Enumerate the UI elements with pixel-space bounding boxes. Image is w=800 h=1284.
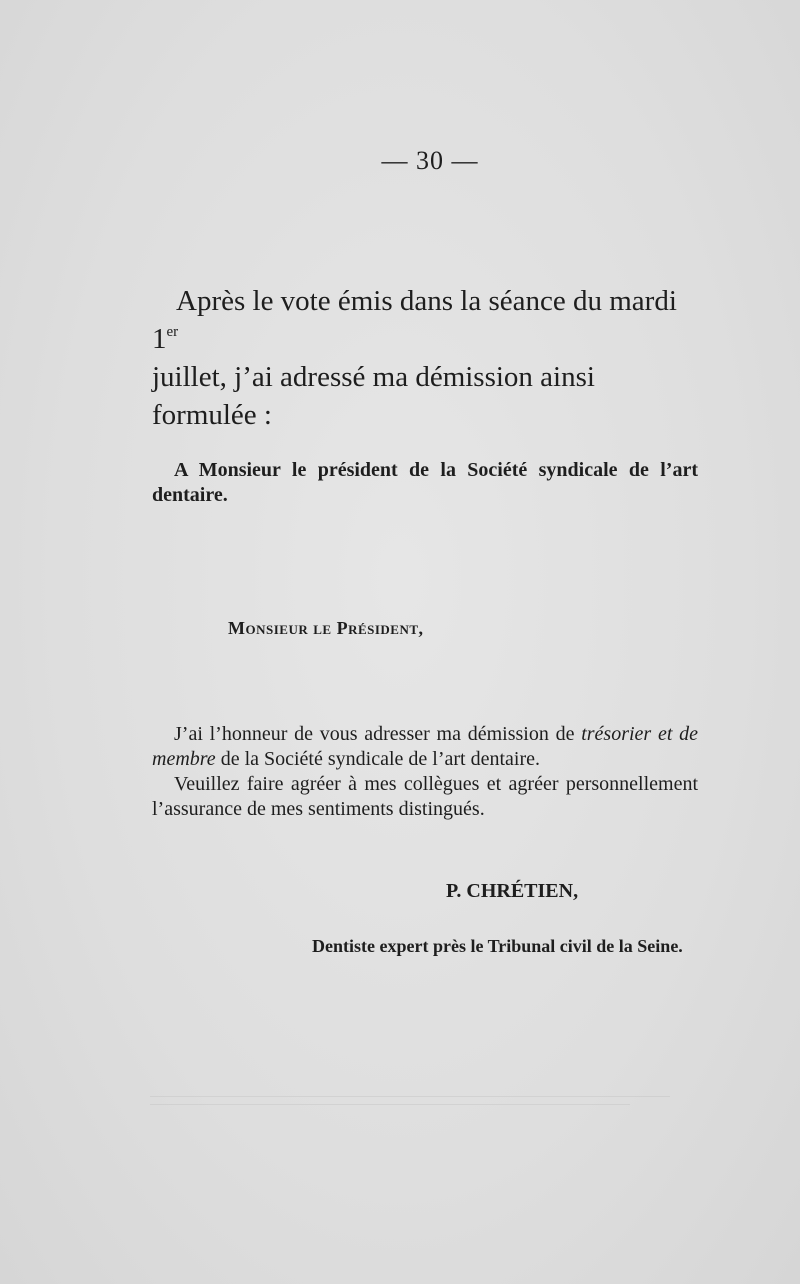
letter-paragraph-1	[152, 722, 698, 772]
intro-superscript: er	[166, 324, 179, 340]
letter-salutation: Monsieur le Président,	[228, 618, 424, 638]
bleed-through-mark	[150, 1104, 630, 1105]
intro-line-1	[152, 282, 692, 358]
intro-line-2: juillet, j’ai adressé ma démission ainsi formulée :	[152, 361, 595, 431]
intro-line-1-text: Après le vote émis dans la séance du mardi 1	[152, 285, 677, 355]
address-text: A Monsieur le président de la Société syndicale de l’art dentaire.	[152, 459, 698, 506]
letter-p1-emphasis: trésorier et de membre	[152, 723, 699, 770]
letter-p1-start: J’ai l’honneur de vous adresser ma démission de	[174, 723, 582, 745]
letter-p1-end: de la Société syndicale de l’art dentaire.	[215, 748, 540, 770]
page-number: — 30 —	[381, 146, 479, 175]
bleed-through-mark	[150, 1096, 670, 1097]
signature-name: P. CHRÉTIEN,	[446, 880, 579, 902]
signature-title: Dentiste expert près le Tribunal civil de la Seine.	[312, 936, 683, 956]
intro-paragraph	[152, 282, 692, 434]
letter-address	[152, 458, 698, 508]
letter-body	[152, 722, 698, 822]
letter-paragraph-2: Veuillez faire agréer à mes collègues et agréer personnellement l’assurance de mes sentiments distingués.	[152, 773, 698, 820]
